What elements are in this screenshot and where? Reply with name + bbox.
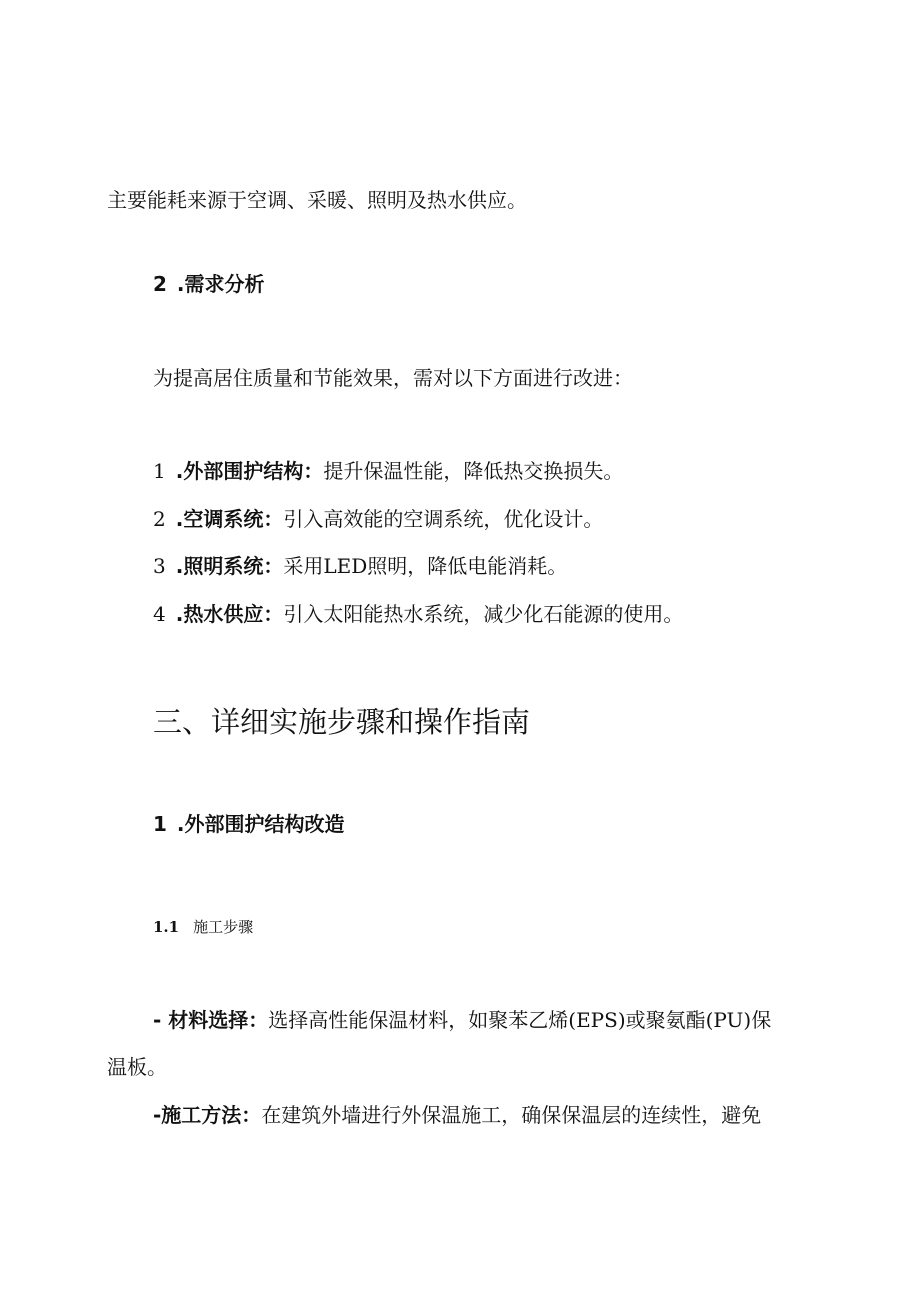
subsection-1-title: .外部围护结构改造 — [176, 812, 345, 836]
subsection-1-1-number: 1.1 — [153, 918, 180, 936]
subsection-1-number: 1 — [153, 812, 167, 836]
list-item-label: .空调系统： — [175, 507, 284, 531]
list-item — [153, 552, 567, 580]
chapter-3-heading: 三、详细实施步骤和操作指南 — [153, 705, 531, 739]
list-item-number: 2 — [153, 507, 166, 531]
list-item-text: 提升保温性能，降低热交换损失。 — [323, 459, 624, 483]
subsection-1-heading — [153, 810, 345, 838]
improve-intro-paragraph: 为提高居住质量和节能效果，需对以下方面进行改进： — [153, 366, 633, 390]
step-text: 在建筑外墙进行外保温施工，确保保温层的连续性，避免 — [261, 1103, 762, 1127]
list-item-label: .照明系统： — [175, 554, 284, 578]
step-label: -施工方法： — [153, 1103, 262, 1127]
section-2-number: 2 — [153, 272, 167, 296]
section-2-heading — [153, 270, 265, 298]
subsection-1-1-heading — [153, 917, 253, 937]
list-item-label: .外部围护结构： — [175, 459, 324, 483]
step-label: - 材料选择： — [153, 1008, 269, 1032]
list-item-number: 1 — [153, 459, 166, 483]
list-item — [153, 505, 603, 533]
step-item — [153, 1101, 761, 1129]
list-item-text: 引入高效能的空调系统，优化设计。 — [283, 507, 604, 531]
step-item — [153, 1006, 771, 1034]
step-text: 选择高性能保温材料，如聚苯乙烯(EPS)或聚氨酯(PU)保 — [268, 1008, 772, 1032]
list-item — [153, 600, 683, 628]
list-item-number: 3 — [153, 554, 166, 578]
list-item-label: .热水供应： — [175, 602, 284, 626]
list-item — [153, 457, 623, 485]
section-2-title: .需求分析 — [176, 272, 265, 296]
intro-paragraph: 主要能耗来源于空调、采暖、照明及热水供应。 — [107, 188, 527, 212]
step-continuation: 温板。 — [107, 1055, 167, 1079]
list-item-text: 采用LED照明，降低电能消耗。 — [283, 554, 568, 578]
list-item-text: 引入太阳能热水系统，减少化石能源的使用。 — [283, 602, 684, 626]
subsection-1-1-title: 施工步骤 — [193, 918, 254, 936]
list-item-number: 4 — [153, 602, 166, 626]
